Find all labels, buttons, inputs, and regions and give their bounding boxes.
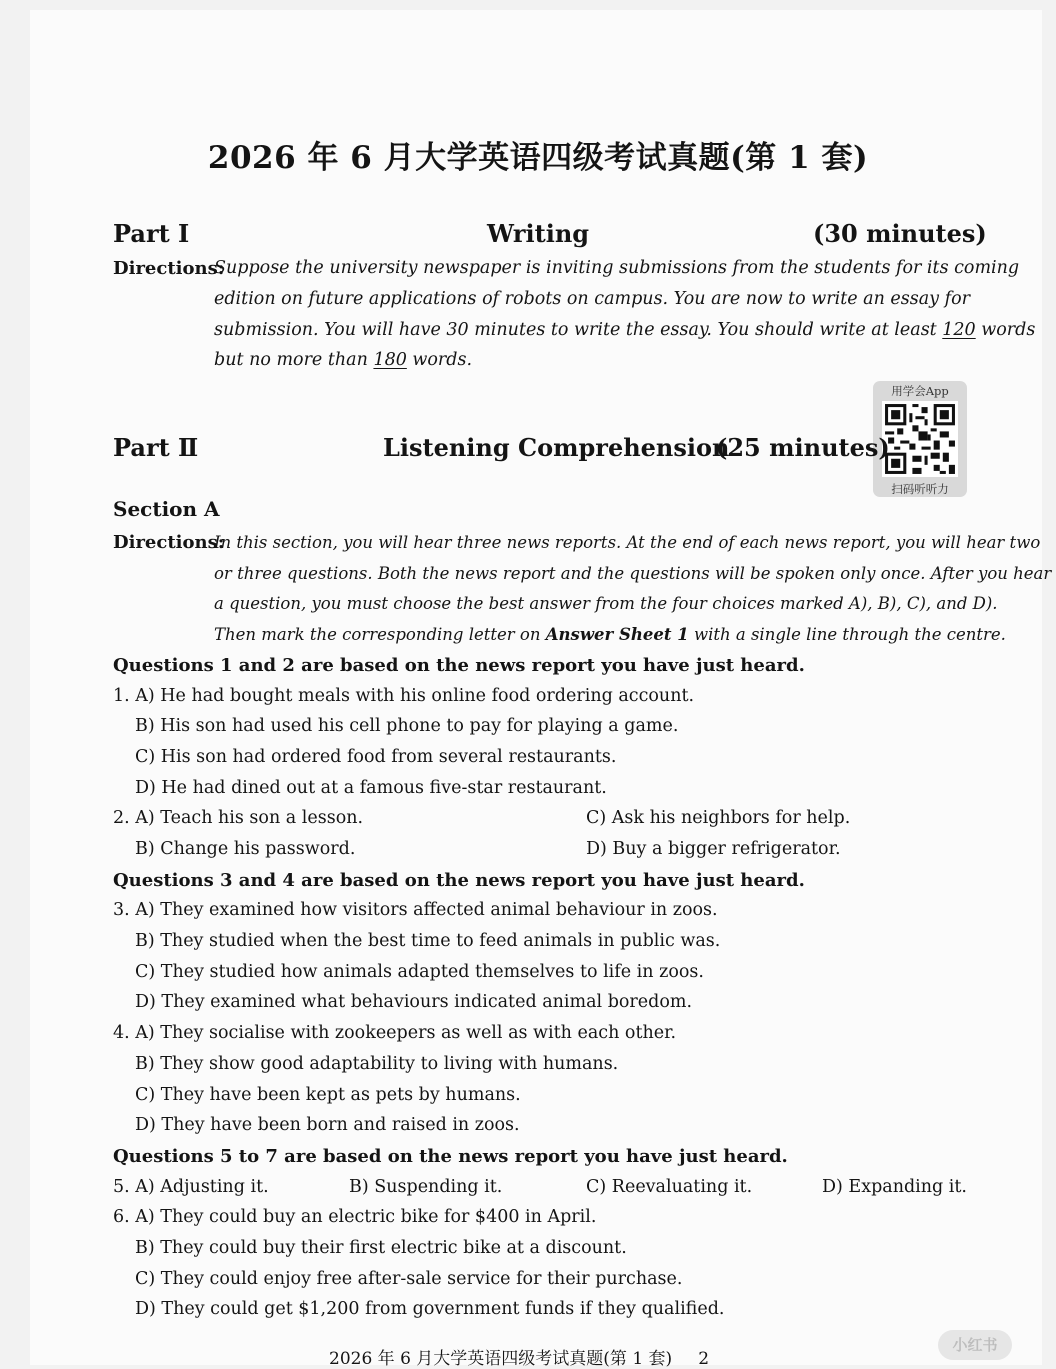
option-3b: B) They studied when the best time to feed animals in public was.: [135, 931, 721, 951]
option-5b: B) Suspending it.: [349, 1177, 503, 1197]
option-6c: C) They could enjoy free after-sale service for their purchase.: [135, 1269, 683, 1289]
part1-label: Part Ⅰ: [113, 219, 190, 248]
page-footer: [329, 1344, 709, 1369]
max-words: 180: [373, 350, 407, 370]
part1-directions-line: Suppose the university newspaper is inviting submissions from the students for its coming: [214, 258, 1020, 278]
part2-directions-label: Directions:: [113, 532, 225, 553]
option-5a: 5. A) Adjusting it.: [113, 1177, 269, 1197]
page-title: 2026 年 6 月大学英语四级考试真题(第 1 套): [207, 140, 869, 176]
part1-directions-line: edition on future applications of robots on campus. You are now to write an essay for: [214, 289, 971, 309]
option-2d: D) Buy a bigger refrigerator.: [586, 839, 841, 859]
min-words: 120: [942, 320, 976, 340]
option-4b: B) They show good adaptability to living with humans.: [135, 1054, 619, 1074]
part2-directions-line: Then mark the corresponding letter on Answer Sheet 1 with a single line through the centre.: [214, 625, 1006, 644]
option-5c: C) Reevaluating it.: [586, 1177, 753, 1197]
watermark-logo: 小红书: [938, 1330, 1012, 1360]
option-3a: 3. A) They examined how visitors affected animal behaviour in zoos.: [113, 900, 718, 920]
option-1c: C) His son had ordered food from several restaurants.: [135, 747, 617, 767]
part1-time: (30 minutes): [813, 219, 987, 248]
part2-directions-line: In this section, you will hear three news reports. At the end of each news report, you will hear two: [214, 533, 1041, 552]
option-2a: 2. A) Teach his son a lesson.: [113, 808, 364, 828]
option-3c: C) They studied how animals adapted themselves to life in zoos.: [135, 962, 704, 982]
part2-directions-line: or three questions. Both the news report and the questions will be spoken only once. After you hear: [214, 564, 1052, 583]
answer-sheet-ref: Answer Sheet 1: [545, 625, 689, 644]
option-4c: C) They have been kept as pets by humans.: [135, 1085, 521, 1105]
option-5d: D) Expanding it.: [822, 1177, 967, 1197]
part2-time: (25 minutes): [716, 433, 890, 462]
part1-directions-line: but no more than 180 words.: [214, 350, 473, 370]
option-6b: B) They could buy their first electric bike at a discount.: [135, 1238, 627, 1258]
question-group-heading: Questions 5 to 7 are based on the news report you have just heard.: [113, 1146, 788, 1167]
option-1a: 1. A) He had bought meals with his online food ordering account.: [113, 686, 695, 706]
page-number: 2: [698, 1349, 710, 1369]
part2-name: Listening Comprehension: [383, 433, 730, 462]
option-1b: B) His son had used his cell phone to pay for playing a game.: [135, 716, 679, 736]
option-6a: 6. A) They could buy an electric bike for $400 in April.: [113, 1207, 597, 1227]
option-2c: C) Ask his neighbors for help.: [586, 808, 851, 828]
part2-directions-line: a question, you must choose the best answer from the four choices marked A), B), C), and D).: [214, 594, 998, 613]
option-4a: 4. A) They socialise with zookeepers as well as with each other.: [113, 1023, 677, 1043]
option-3d: D) They examined what behaviours indicated animal boredom.: [135, 992, 693, 1012]
footer-title: 2026 年 6 月大学英语四级考试真题(第 1 套): [329, 1349, 673, 1369]
part1-directions-line: submission. You will have 30 minutes to write the essay. You should write at least 120 words: [214, 320, 1036, 340]
section-a-title: Section A: [113, 497, 220, 521]
part1-name: Writing: [487, 219, 590, 248]
question-group-heading: Questions 1 and 2 are based on the news report you have just heard.: [113, 655, 805, 676]
option-2b: B) Change his password.: [135, 839, 356, 859]
part1-directions-label: Directions:: [113, 258, 225, 279]
qr-top-caption: 用学会App: [891, 384, 949, 398]
option-1d: D) He had dined out at a famous five-star restaurant.: [135, 778, 607, 798]
option-4d: D) They have been born and raised in zoos.: [135, 1115, 520, 1135]
part2-label: Part Ⅱ: [113, 433, 199, 462]
qr-bottom-caption: 扫码听听力: [891, 482, 949, 496]
option-6d: D) They could get $1,200 from government funds if they qualified.: [135, 1299, 725, 1319]
qr-code-icon: [882, 401, 958, 477]
question-group-heading: Questions 3 and 4 are based on the news report you have just heard.: [113, 870, 805, 891]
